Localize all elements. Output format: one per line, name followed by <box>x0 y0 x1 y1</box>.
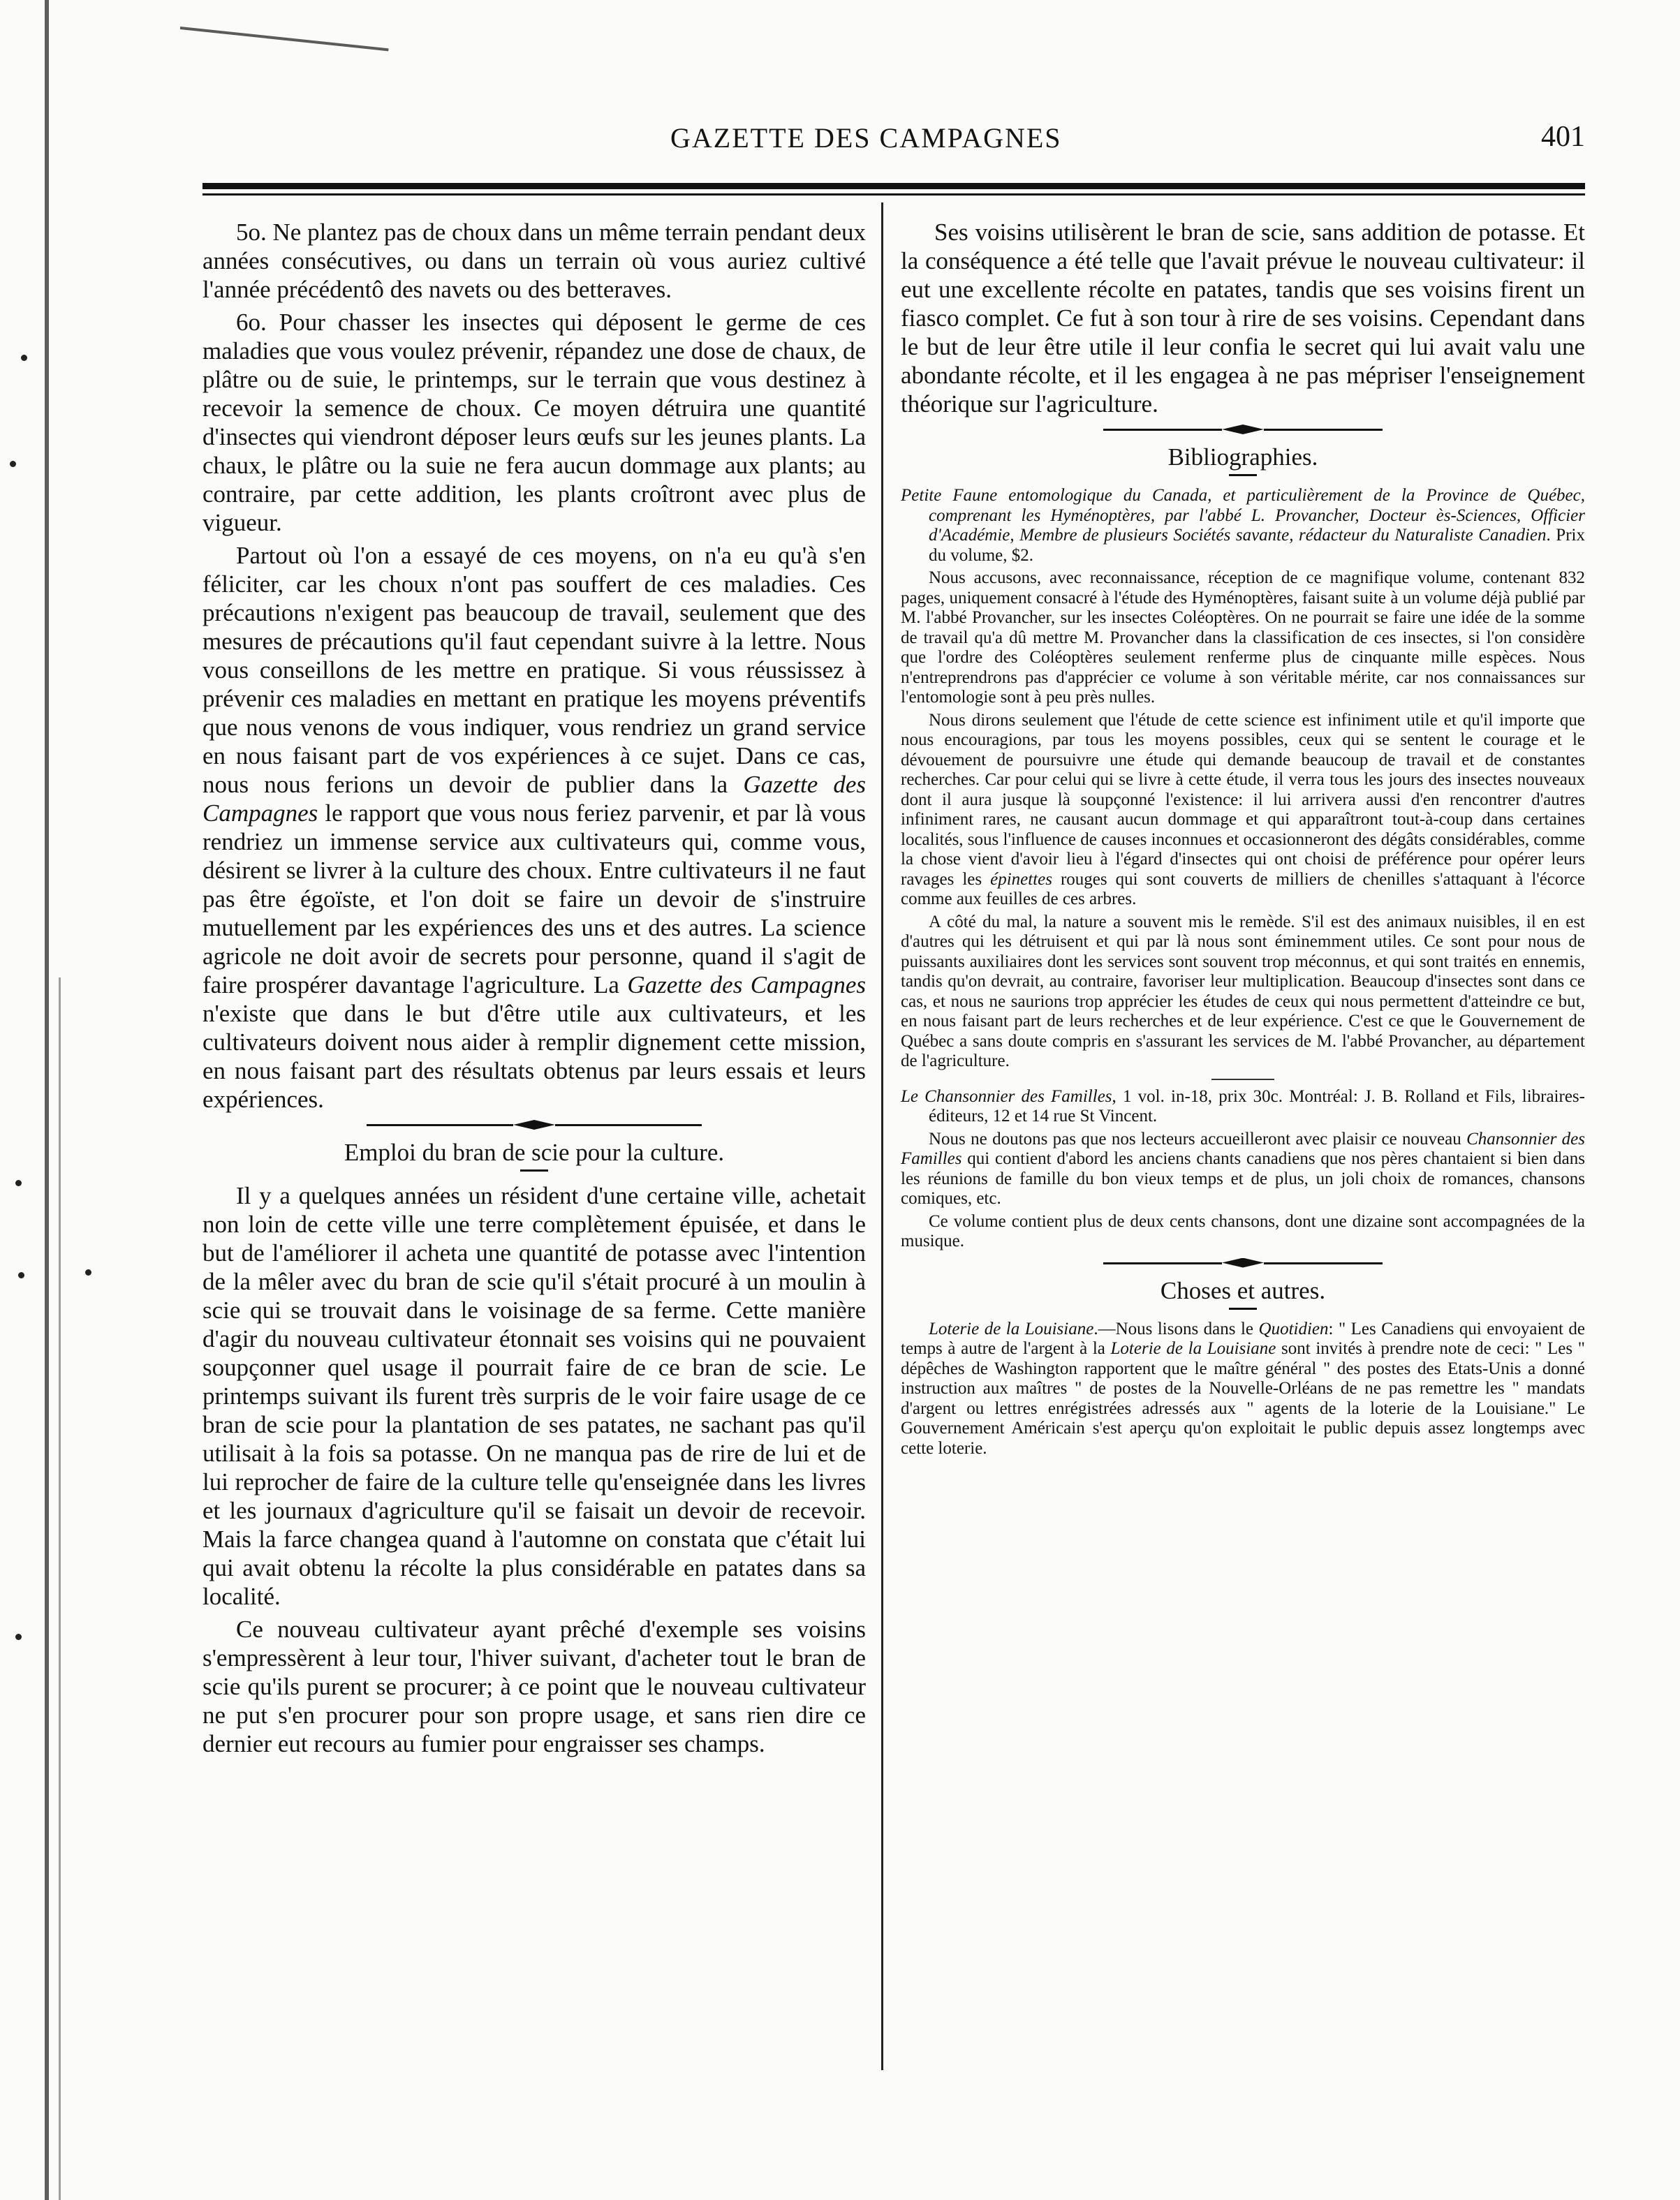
paragraph: Partout où l'on a essayé de ces moyens, on n'a eu qu'à s'en féliciter, car les choux n'ont pas souffert de ces maladies. Ces précautions n'exigent pas beaucoup de travail, seulement que des mesures de précautions qu'il faut cependant suivre à la lettre. Nous vous conseillons de les mettre en pratique. Si vous réussissez à prévenir ces maladies en mettant en pratique les moyens préventifs que nous venons de vous indiquer, vous rendriez un grand service en nous faisant part de vos expériences à ce sujet. Dans ce cas, nous nous ferions un devoir de publier dans la Gazette des Campagnes le rapport que vous nous feriez parvenir, et par là vous rendriez un immense service aux cultivateurs qui, comme vous, désirent se livrer à la culture des choux. Entre cultivateurs il ne faut pas être égoïste, et l'on doit se faire un devoir de s'instruire mutuellement par les expériences des uns et des autres. La science agricole ne doit avoir de secrets pour personne, quand il s'agit de faire prospérer davantage l'agriculture. La Gazette des Campagnes n'existe que dans le but d'être utile aux cultivateurs, et les cultivateurs doivent nous aider à remplir dignement cette mission, en nous faisant part des résultats obtenus par leurs essais et leurs expériences. <box>202 542 866 1113</box>
separator <box>1211 1079 1274 1080</box>
paragraph: Nous accusons, avec reconnaissance, réception de ce magnifique volume, contenant 832 pages, uniquement consacré à l'étude des Hyménoptères, faisant suite à un volume déjà publié par M. l'abbé Provancher, sur les insectes Coléoptères. On ne pourrait se faire une idée de la somme de travail qu'a dû mettre M. Provancher dans la classification de ces insectes, si l'on considère que l'ordre des Coléoptères seulement renferme plus de cinquante mille espèces. Nous n'entreprendrons pas d'apprécier ce volume à son véritable mérite, car nos connaissances sur l'entomologie sont à peu près nulles. <box>901 568 1585 707</box>
italic-title: Gazette des Campagnes <box>202 771 866 827</box>
column-divider <box>881 202 883 2070</box>
title-dash <box>1229 1308 1257 1310</box>
paragraph: Nous dirons seulement que l'étude de cette science est infiniment utile et qu'il importe que nous encouragions, par tous les moyens possibles, ceux qui se sentent le courage et le dévouement de poursuivre une étude qui demande beaucoup de travail et de constantes recherches. Car pour celui qui se livre à cette étude, il verra tous les jours des insectes nouveaux dont il aura jusque là soupçonné l'existence: il lui arrivera aussi d'en rencontrer d'autres infiniment rares, ne causant aucun dommage et qui apparaîtront tout-à-coup dans certaines localités, sous l'influence de causes inconnues et occasionneront des dégâts considérables, comme la chose vient d'avoir lieu à l'égard d'insectes qui ont choisi de préférence pour opérer leurs ravages les épinettes rouges qui sont couverts de milliers de chenilles s'attaquant à l'écorce comme aux feuilles de ces arbres. <box>901 710 1585 908</box>
paragraph: Ce nouveau cultivateur ayant prêché d'exemple ses voisins s'empressèrent à leur tour, l'hiver suivant, d'acheter tout le bran de scie qu'ils purent se procurer; à ce point que le nouveau cultivateur ne put s'en procurer pour son propre usage, et sans rien dire ce dernier eut recours au fumier pour engraisser ses champs. <box>202 1616 866 1757</box>
binding-margin-line-inner <box>59 977 61 2200</box>
scan-speck <box>18 1272 24 1278</box>
section-title: Emploi du bran de scie pour la culture. <box>344 1139 725 1166</box>
title-dash <box>1229 474 1257 476</box>
section-ornament <box>1103 422 1383 436</box>
italic-title: Gazette des Campagnes <box>627 971 866 998</box>
paragraph: A côté du mal, la nature a souvent mis le remède. S'il est des animaux nuisibles, il en est d'autres qui les détruisent et qui par là nous sont éminemment utiles. Ce sont pour nous de puissants auxiliaires dont les services sont souvent trop méconnus, et qui sont traités en ennemis, tandis qu'on devrait, au contraire, favoriser leur multiplication. Beaucoup d'insectes sont dans ce cas, et nous ne saurions trop apprécier les études de ceux qui nous permettent d'atteindre ce but, en nous faisant part de leurs recherches et de leur expérience. C'est ce que le Gouvernement de Québec a sans doute compris en s'assurant les services de M. l'abbé Provancher, au département de l'agriculture. <box>901 912 1585 1070</box>
paragraph: Il y a quelques années un résident d'une certaine ville, achetait non loin de cette ville une terre complètement épuisée, et dans le but de l'améliorer il acheta une quantité de potasse avec l'intention de la mêler avec du bran de scie qu'il s'était procuré à un moulin à scie qui se trouvait dans le voisinage de sa ferme. Cette manière d'agir du nouveau cultivateur étonnait ses voisins qui ne pouvaient soupçonner quel usage il pourrait faire de ce bran de scie. Le printemps suivant ils furent très surpris de le voir faire usage de ce bran de scie pour la plantation de ses patates, ne sachant pas qu'il utilisait à la fois sa potasse. On ne manqua pas de rire de lui et de lui reprocher de faire de la culture telle qu'enseignée dans les livres et les journaux d'agriculture qu'il se faisait un devoir de recevoir. Mais la farce changea quand à l'automne on constata que c'était lui qui avait obtenu la récolte la plus considérable en patates dans sa localité. <box>202 1182 866 1610</box>
page-header <box>202 119 1585 161</box>
scan-speck <box>10 461 16 467</box>
running-title: GAZETTE DES CAMPAGNES <box>670 122 1062 154</box>
paragraph: 5o. Ne plantez pas de choux dans un même terrain pendant deux années consécutives, ou dans un terrain où vous auriez cultivé l'année précédentô des navets ou des betteraves. <box>202 219 866 303</box>
binding-margin-line <box>45 0 49 2200</box>
section-title-bibliographies: Bibliographies. <box>1167 443 1318 471</box>
section-ornament <box>1103 1256 1383 1270</box>
bibliography-entry: Le Chansonnier des Familles, 1 vol. in-18, prix 30c. Montréal: J. B. Rolland et Fils, libraires-éditeurs, 12 et 14 rue St Vincent. <box>901 1086 1585 1125</box>
scan-speck <box>21 355 27 361</box>
scan-artifact-line <box>180 27 389 51</box>
section-title-choses: Choses et autres. <box>1160 1276 1326 1304</box>
paragraph: Ce volume contient plus de deux cents chansons, dont une dizaine sont accompagnées de la musique. <box>901 1211 1585 1250</box>
right-column <box>901 218 1585 1461</box>
scan-speck <box>85 1269 91 1276</box>
bibliography-entry: Petite Faune entomologique du Canada, et particulièrement de la Province de Québec, comprenant les Hyménoptères, par l'abbé L. Provancher, Docteur ès-Sciences, Officier d'Académie, Membre de plusieurs Sociétés savante, rédacteur du Naturaliste Canadien. Prix du volume, $2. <box>901 486 1585 565</box>
paragraph: Ses voisins utilisèrent le bran de scie, sans addition de potasse. Et la conséquence a été telle que l'avait prévue le nouveau cultivateur: il eut une excellente récolte en patates, tandis que ses voisins firent un fiasco complet. Ce fut à son tour à rire de ses voisins. Cependant dans le but de leur être utile il leur confia le secret qui lui avait valu une abondante récolte, et il les engagea à ne pas mépriser l'enseignement théorique sur l'agriculture. <box>901 219 1585 418</box>
header-rule-thin <box>202 193 1585 195</box>
scan-speck <box>15 1180 22 1186</box>
left-column <box>202 218 866 1762</box>
scan-speck <box>15 1634 22 1640</box>
header-rule-thick <box>202 183 1585 189</box>
paragraph: Loterie de la Louisiane.—Nous lisons dans le Quotidien: " Les Canadiens qui envoyaient de temps à autre de l'argent à la Loterie de la Louisiane sont invités à prendre note de ceci: " Les " dépêches de Washington rapportent que le maître général " des postes des Etats-Unis a donné instruction aux maîtres " de postes de la Nouvelle-Orléans de ne pas remettre les " mandats d'argent ou lettres enrégistrées adressés aux " agents de la loterie de la Louisiane." Le Gouvernement Américain s'est aperçu qu'on exploitait le public depuis assez longtemps avec cette loterie. <box>901 1319 1586 1458</box>
page-number: 401 <box>1541 121 1585 153</box>
paragraph: Nous ne doutons pas que nos lecteurs accueilleront avec plaisir ce nouveau Chansonnier des Familles qui contient d'abord les anciens chants canadiens que nos pères chantaient si bien dans les réunions de famille du bon vieux temps et de plus, un joli choix de romances, chansons comiques, etc. <box>901 1129 1585 1208</box>
section-ornament <box>367 1118 702 1132</box>
title-dash <box>520 1169 548 1172</box>
paragraph: 6o. Pour chasser les insectes qui déposent le germe de ces maladies que vous voulez prévenir, répandez une dose de chaux, de plâtre ou de suie, le printemps, sur le terrain que vous destinez à recevoir la semence de choux. Ce moyen détruira une quantité d'insectes qui viendront déposer leurs œufs sur les jeunes plants. La chaux, le plâtre ou la suie ne fera aucun dommage aux plants; au contraire, par cette addition, les plants croîtront avec plus de vigueur. <box>202 309 866 536</box>
